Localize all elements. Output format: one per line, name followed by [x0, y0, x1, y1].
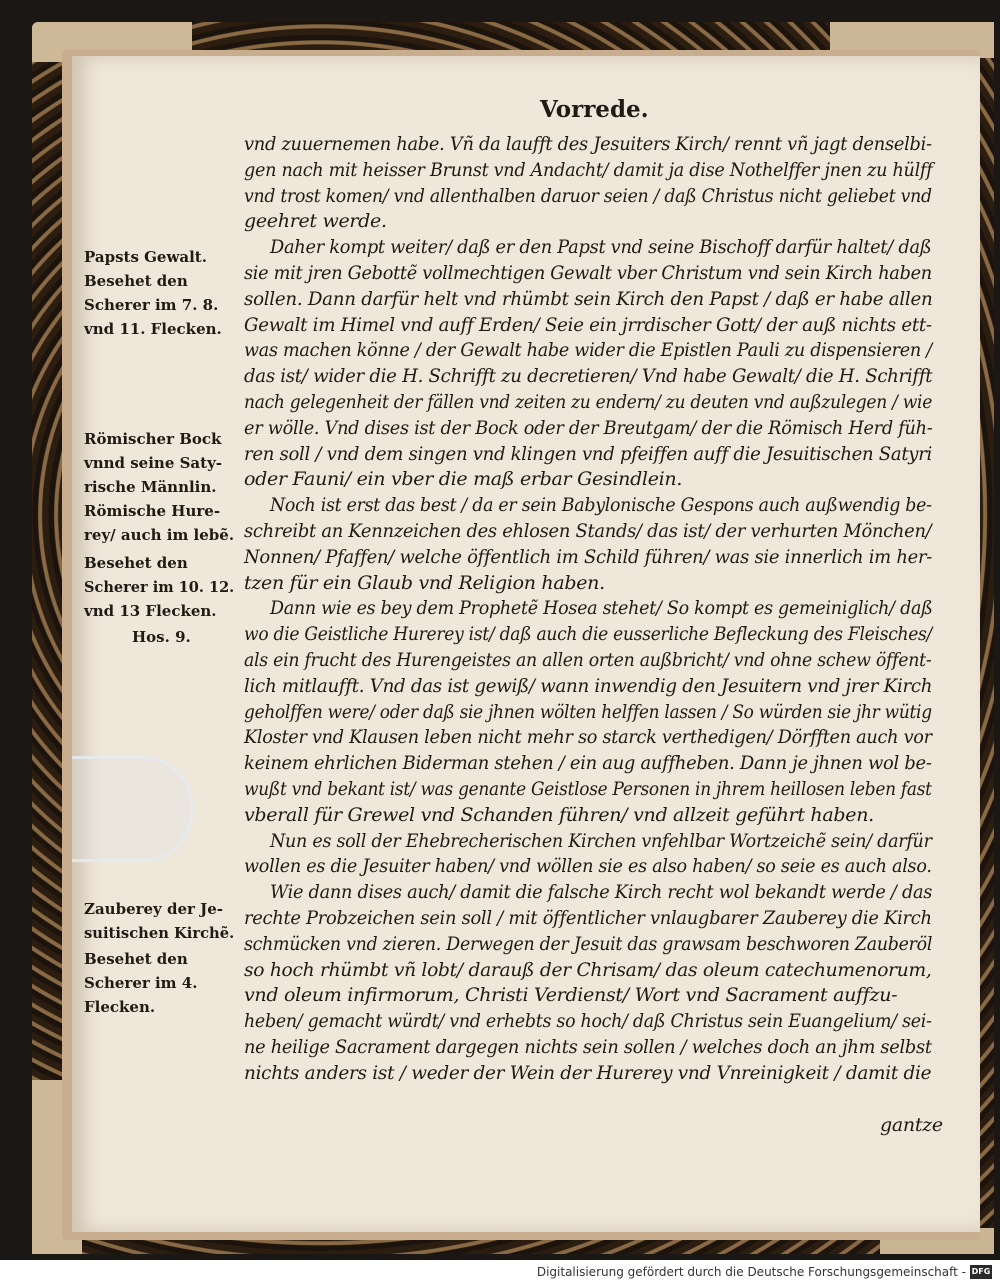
text-line: heben/ gemacht würdt/ vnd erhebts so hoch/ daß Christus sein Euangelium/ sei- [244, 1010, 932, 1032]
catchword: gantze [880, 1114, 943, 1136]
text-line: geehret werde. [244, 210, 387, 232]
text-line: gen nach mit heisser Brunst vnd Andacht/ damit ja dise Nothelffer jnen zu hülff [244, 159, 933, 181]
text-line: Dann wie es bey dem Prophetẽ Hosea stehet/ So kompt es gemeiniglich/ daß [270, 597, 933, 619]
footer-bar [0, 1260, 1000, 1286]
margin-note: Besehet den [84, 272, 188, 290]
text-line: was machen könne / der Gewalt habe wider die Epistlen Pauli zu dispensieren / [244, 339, 932, 361]
text-line: nichts anders ist / weder der Wein der Hurerey vnd Vnreinigkeit / damit die [244, 1062, 932, 1084]
text-line: vnd zuuernemen habe. Vñ da laufft des Jesuiters Kirch/ rennt vñ jagt denselbi- [244, 133, 932, 155]
margin-note: rey/ auch im lebẽ. [84, 526, 235, 544]
margin-note: Scherer im 10. 12. [84, 578, 235, 596]
text-line: sie mit jren Gebottẽ vollmechtigen Gewalt vber Christum vnd sein Kirch haben [244, 262, 932, 284]
text-line: schreibt an Kennzeichen des ehlosen Stands/ das ist/ der verhurten Mönchen/ [244, 520, 932, 542]
text-line: ne heilige Sacrament dargegen nichts sein sollen / welches doch an jhm selbst [244, 1036, 932, 1058]
text-line: Noch ist erst das best / da er sein Babylonische Gespons auch außwendig be- [270, 494, 932, 516]
text-line: schmücken vnd zieren. Derwegen der Jesuit das grawsam beschworen Zauberöl [244, 933, 933, 955]
margin-note: vnd 13 Flecken. [84, 602, 217, 620]
margin-note: rische Männlin. [84, 478, 217, 496]
text-line: wußt vnd bekant ist/ was genante Geistlose Personen in jhrem heillosen leben fast [244, 778, 932, 800]
text-line: rechte Probzeichen sein soll / mit öffentlicher vnlaugbarer Zauberey die Kirch [244, 907, 932, 929]
margin-note: vnd 11. Flecken. [84, 320, 222, 338]
text-line: oder Fauni/ ein vber die maß erbar Gesindlein. [244, 468, 683, 490]
text-line: tzen für ein Glaub vnd Religion haben. [244, 572, 605, 594]
dfg-logo: DFG [970, 1265, 992, 1279]
margin-note: Scherer im 7. 8. [84, 296, 219, 314]
text-line: vberall für Grewel vnd Schanden führen/ vnd allzeit geführt haben. [244, 804, 874, 826]
text-line: wollen es die Jesuiter haben/ vnd wöllen sie es also haben/ so seie es auch also. [244, 855, 932, 877]
text-line: er wölle. Vnd dises ist der Bock oder der Breutgam/ der die Römisch Herd füh- [244, 417, 933, 439]
margin-note: Zauberey der Je- [84, 900, 224, 918]
text-line: wo die Geistliche Hurerey ist/ daß auch die eusserliche Befleckung des Fleisches/ [244, 623, 933, 645]
text-line: nach gelegenheit der fällen vnd zeiten zu endern/ zu deuten vnd außzulegen / wie [244, 391, 933, 413]
text-line: geholffen were/ oder daß sie jhnen wölten helffen lassen / So würden sie jhr wütig [244, 701, 932, 723]
margin-note: Römische Hure- [84, 502, 221, 520]
margin-note: Römischer Bock [84, 430, 222, 448]
margin-note: Besehet den [84, 554, 188, 572]
margin-note: Hos. 9. [132, 628, 191, 646]
text-line: keinem ehrlichen Biderman stehen / ein aug auffheben. Dann je jhnen wol be- [244, 752, 932, 774]
margin-note: Flecken. [84, 998, 156, 1016]
text-line: so hoch rhümbt vñ lobt/ darauß der Chrisam/ das oleum catechumenorum, [244, 959, 932, 981]
funding-credit: Digitalisierung gefördert durch die Deutsche Forschungsgemeinschaft - [536, 1265, 966, 1279]
text-line: ren soll / vnd dem singen vnd klingen vnd pfeiffen auff die Jesuitischen Satyri [244, 443, 933, 465]
text-line: Wie dann dises auch/ damit die falsche Kirch recht wol bekandt werde / das [270, 881, 933, 903]
text-line: Gewalt im Himel vnd auff Erden/ Seie ein jrrdischer Gott/ der auß nichts ett- [244, 314, 932, 336]
margin-note: Besehet den [84, 950, 188, 968]
margin-note: Papsts Gewalt. [84, 248, 207, 266]
text-line: Kloster vnd Klausen leben nicht mehr so starck verthedigen/ Dörfften auch vor [244, 726, 932, 748]
text-line: Nonnen/ Pfaffen/ welche öffentlich im Schild führen/ was sie innerlich im her- [244, 546, 933, 568]
text-line: Nun es soll der Ehebrecherischen Kirchen vnfehlbar Wortzeichẽ sein/ darfür [270, 830, 932, 852]
margin-note: Scherer im 4. [84, 974, 198, 992]
margin-note: suitischen Kirchẽ. [84, 924, 235, 942]
text-line: Daher kompt weiter/ daß er den Papst vnd seine Bischoff darfür haltet/ daß [270, 236, 932, 258]
text-line: vnd trost komen/ vnd allenthalben daruor seien / daß Christus nicht geliebet vnd [244, 185, 932, 207]
running-head: Vorrede. [540, 96, 649, 123]
margin-note: vnnd seine Saty- [84, 454, 223, 472]
text-line: lich mitlaufft. Vnd das ist gewiß/ wann inwendig den Jesuitern vnd jrer Kirch [244, 675, 933, 697]
text-line: als ein frucht des Hurengeistes an allen orten außbricht/ vnd ohne schew öffent- [244, 649, 932, 671]
text-line: vnd oleum infirmorum, Christi Verdienst/ Wort vnd Sacrament auffzu- [244, 984, 898, 1006]
text-line: das ist/ wider die H. Schrifft zu decretieren/ Vnd habe Gewalt/ die H. Schrifft [244, 365, 933, 387]
text-line: sollen. Dann darfür helt vnd rhümbt sein Kirch den Papst / daß er habe allen [244, 288, 933, 310]
page-clip [72, 756, 193, 862]
